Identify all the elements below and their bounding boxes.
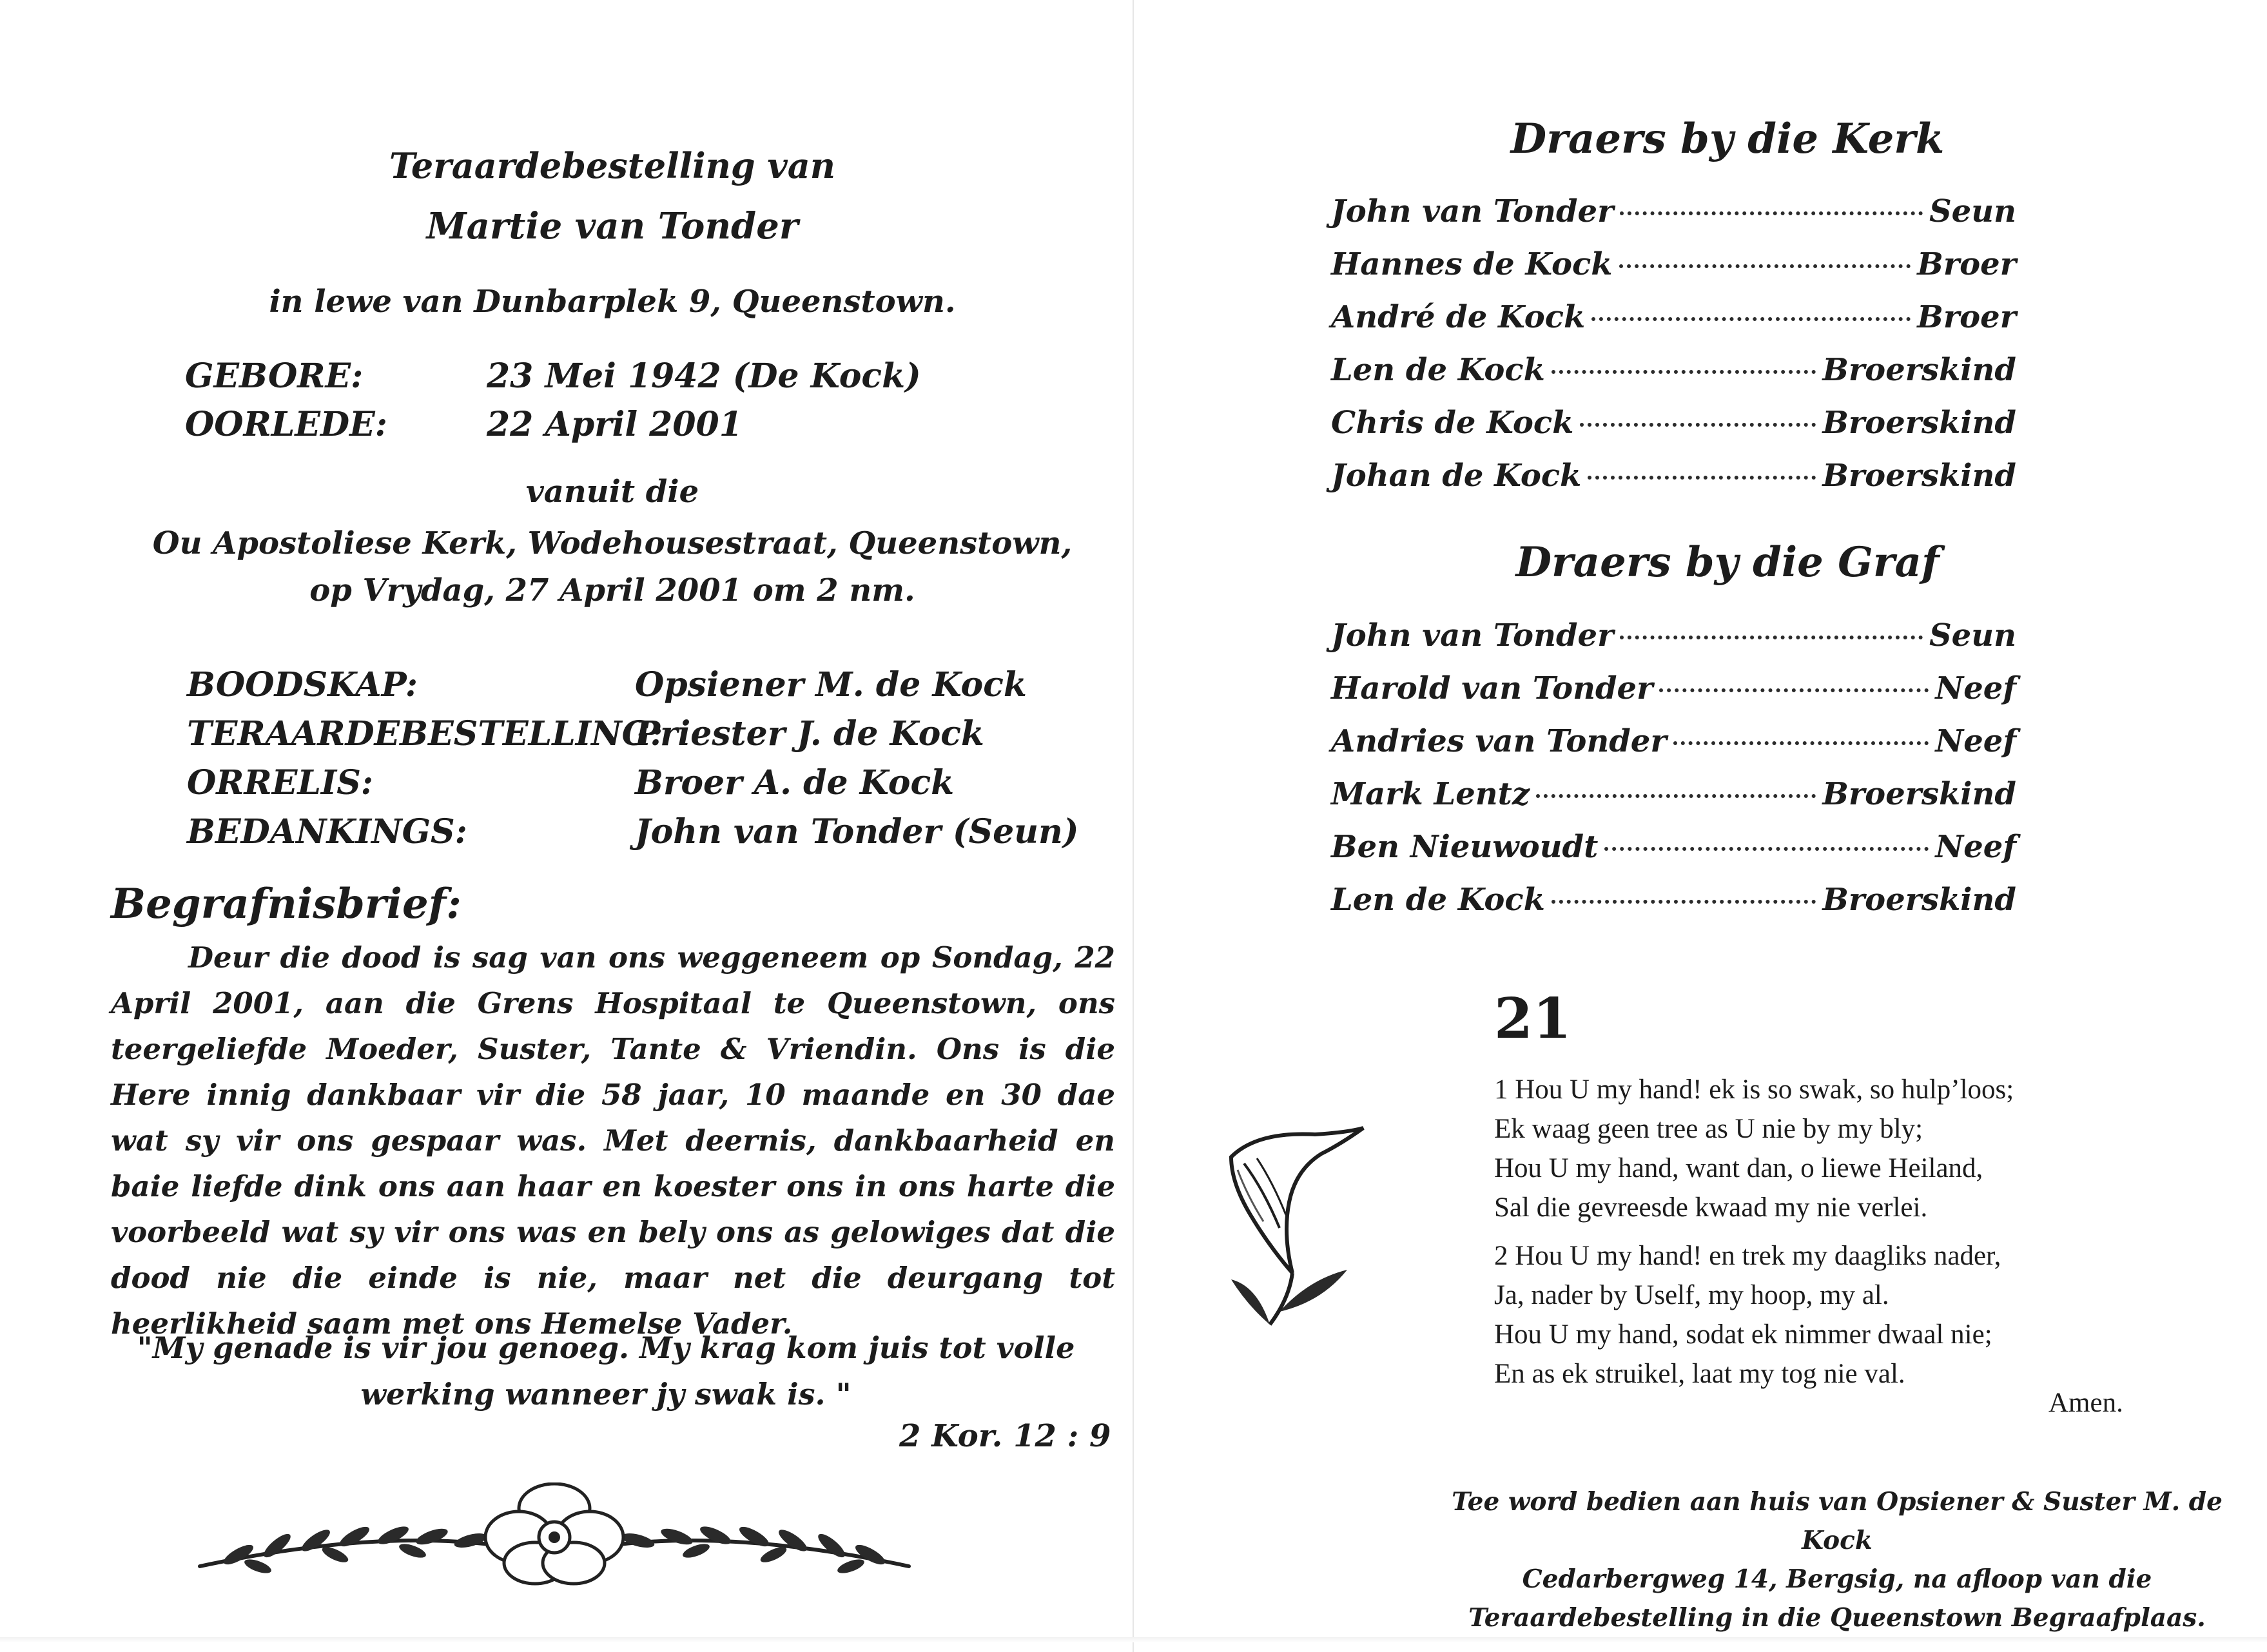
hymn-verse-2 [1494, 1236, 2139, 1394]
leader-dots [1620, 211, 1923, 215]
born-label: GEBORE: [185, 356, 364, 396]
leader-dots [1536, 794, 1816, 798]
hymn-line: Ek waag geen tree as U nie by my bly; [1494, 1114, 1923, 1144]
bearer-relation: Broer [1917, 299, 2016, 335]
officiant-value: Priester J. de Kock [635, 714, 984, 753]
bearer-row [1331, 405, 2016, 458]
bearer-row [1331, 246, 2016, 299]
tea-notice-line: Teraardebestelling in die Queenstown Begraafplaas. [1468, 1603, 2206, 1633]
leader-dots [1580, 423, 1816, 427]
date-line: op Vrydag, 27 April 2001 om 2 nm. [309, 572, 915, 608]
bearer-row [1331, 670, 2016, 723]
flower-garland-icon [187, 1482, 922, 1586]
letter-text: Deur die dood is sag van ons weggeneem op Sondag, 22 April 2001, aan die Grens Hospitaal te Queenstown, ons teergeliefde Moeder, Suster, Tante & Vriendin. Ons is die Here innig dankbaar vir die 58 jaar, 10 maande en 30 dae wat sy vir ons gespaar was. Met deernis, dankbaarheid en baie liefde dink ons aan haar en koester ons in ons harte die voorbeeld wat sy vir ons was en bely ons as gelowiges dat die dood nie die einde is nie, maar net die deurgang tot heerlikheid saam met ons Hemelse Vader. [111, 940, 1115, 1341]
leader-dots [1591, 317, 1911, 321]
officiant-label: BOODSKAP: [187, 665, 418, 705]
hymn-line: Sal die gevreesde kwaad my nie verlei. [1494, 1192, 1928, 1223]
hymn-line: 1 Hou U my hand! ek is so swak, so hulp’loos; [1494, 1074, 2014, 1105]
born-value: 23 Mei 1942 (De Kock) [487, 356, 921, 396]
leader-dots [1588, 476, 1816, 480]
scripture-quote: "My genade is vir jou genoeg. My krag kom juis tot volle werking wanneer jy swak is. " [137, 1330, 1075, 1412]
officiant-value: John van Tonder (Seun) [635, 812, 1079, 851]
church-line: Ou Apostoliese Kerk, Wodehousestraat, Queenstown, [152, 525, 1073, 561]
grave-bearers-heading: Draers by die Graf [1515, 538, 1940, 587]
bearer-row [1331, 352, 2016, 405]
page-bottom-edge [0, 1637, 2267, 1642]
died-label: OORLEDE: [185, 405, 387, 444]
hymn-line: Hou U my hand, want dan, o liewe Heiland, [1494, 1153, 1983, 1183]
bearer-row [1331, 776, 2016, 829]
hymn-verse-1 [1494, 1070, 2139, 1227]
leader-dots [1552, 370, 1816, 374]
calla-lily-icon [1218, 1118, 1373, 1331]
tea-notice [1450, 1482, 2224, 1637]
bearer-relation: Broerskind [1822, 405, 2016, 441]
bearer-row [1331, 617, 2016, 670]
hymn-line: Ja, nader by Uself, my hoop, my al. [1494, 1280, 1889, 1310]
bearer-name: John van Tonder [1331, 193, 1614, 229]
church-bearers-list [1331, 193, 2016, 510]
bearer-relation: Seun [1929, 193, 2016, 229]
bearer-relation: Broerskind [1822, 882, 2016, 918]
leader-dots [1673, 741, 1929, 745]
bearer-name: Andries van Tonder [1331, 723, 1667, 759]
bearer-relation: Neef [1935, 829, 2016, 865]
bearer-row [1331, 299, 2016, 352]
leader-dots [1604, 847, 1929, 851]
bearer-row [1331, 458, 2016, 510]
bearer-relation: Neef [1935, 670, 2016, 706]
bearer-relation: Seun [1929, 617, 2016, 654]
bearer-name: Hannes de Kock [1331, 246, 1613, 282]
bearer-row [1331, 723, 2016, 776]
leader-dots [1659, 688, 1929, 692]
leader-dots [1620, 636, 1923, 639]
bearer-name: Ben Nieuwoudt [1331, 829, 1599, 865]
officiant-label: BEDANKINGS: [187, 812, 467, 851]
bearer-name: Len de Kock [1331, 352, 1545, 388]
letter-body [111, 935, 1115, 1346]
bearer-name: John van Tonder [1331, 617, 1614, 654]
bearer-relation: Broerskind [1822, 776, 2016, 812]
scripture-reference: 2 Kor. 12 : 9 [899, 1418, 1111, 1454]
bearer-name: Len de Kock [1331, 882, 1545, 918]
bearer-name: Mark Lentz [1331, 776, 1530, 812]
bearer-row [1331, 193, 2016, 246]
officiant-label: TERAARDEBESTELLING: [187, 714, 663, 753]
bearer-relation: Neef [1935, 723, 2016, 759]
bearer-relation: Broer [1917, 246, 2016, 282]
tea-notice-line: Tee word bedien aan huis van Opsiener & Suster M. de Kock [1452, 1487, 2223, 1555]
grave-bearers-list [1331, 617, 2016, 935]
from-line: vanuit die [525, 474, 699, 510]
hymn-line: Hou U my hand, sodat ek nimmer dwaal nie; [1494, 1319, 1992, 1350]
bearer-relation: Broerskind [1822, 458, 2016, 494]
church-bearers-heading: Draers by die Kerk [1510, 115, 1945, 163]
hymn-line: 2 Hou U my hand! en trek my daagliks nader, [1494, 1241, 2001, 1271]
bearer-name: Harold van Tonder [1331, 670, 1653, 706]
left-page [0, 0, 1133, 1652]
leader-dots [1552, 900, 1816, 904]
bearer-name: Johan de Kock [1331, 458, 1582, 494]
tea-notice-line: Cedarbergweg 14, Bergsig, na afloop van die [1522, 1564, 2152, 1594]
letter-heading: Begrafnisbrief: [111, 880, 462, 928]
title-name: Martie van Tonder [426, 205, 799, 248]
died-value: 22 April 2001 [487, 405, 743, 444]
bearer-name: André de Kock [1331, 299, 1586, 335]
bearer-relation: Broerskind [1822, 352, 2016, 388]
residence: in lewe van Dunbarplek 9, Queenstown. [269, 284, 956, 320]
hymn-line: En as ek struikel, laat my tog nie val. [1494, 1359, 1905, 1389]
officiant-value: Opsiener M. de Kock [635, 665, 1027, 705]
hymn-amen: Amen. [2048, 1388, 2123, 1418]
officiant-value: Broer A. de Kock [635, 763, 955, 802]
hymn-number: 21 [1494, 986, 1571, 1051]
bearer-name: Chris de Kock [1331, 405, 1574, 441]
bearer-row [1331, 882, 2016, 935]
officiant-label: ORRELIS: [187, 763, 373, 802]
title-line-1: Teraardebestelling van [389, 145, 836, 186]
bearer-row [1331, 829, 2016, 882]
leader-dots [1619, 264, 1911, 268]
